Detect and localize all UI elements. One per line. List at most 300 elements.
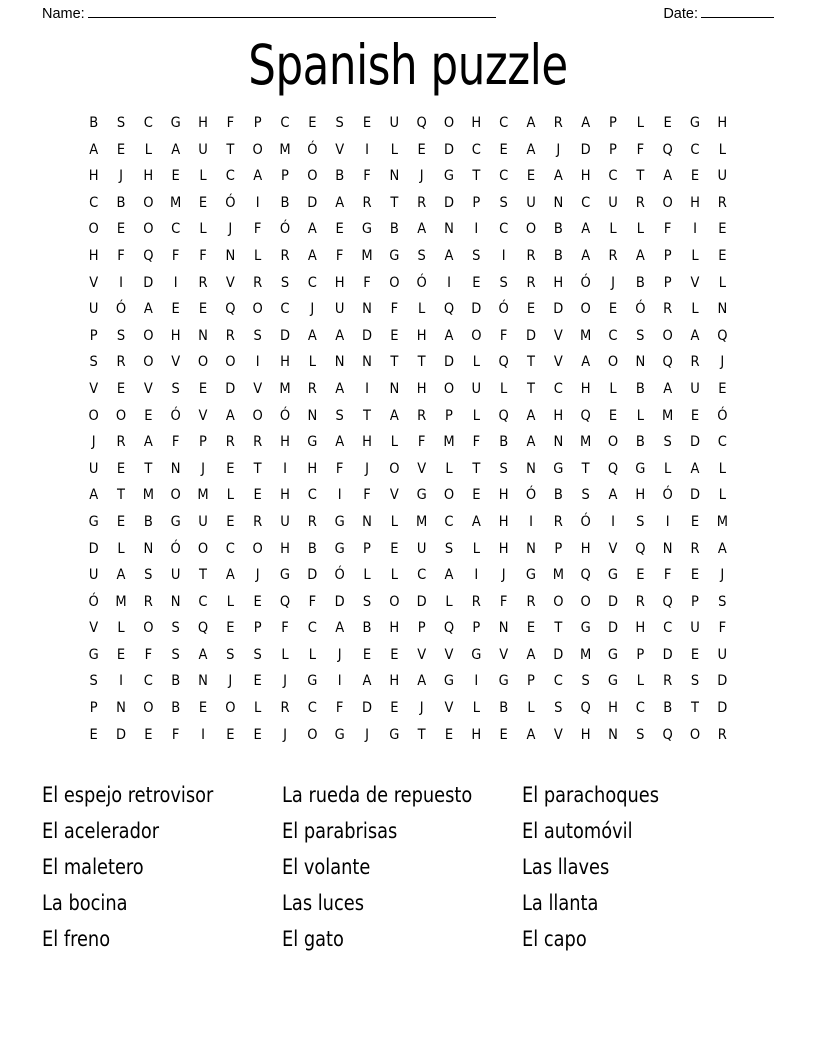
grid-cell: L (472, 540, 480, 557)
grid-cell: O (197, 540, 209, 557)
grid-cell: B (635, 434, 645, 451)
grid-cell: Ó (307, 141, 318, 158)
grid-cell: L (472, 354, 480, 371)
grid-cell: V (553, 726, 563, 743)
grid-cell: A (389, 407, 399, 424)
grid-cell: T (417, 726, 426, 743)
grid-cell: O (88, 407, 99, 424)
grid-cell: O (607, 354, 619, 371)
grid-cell: J (720, 354, 725, 371)
grid-cell: B (553, 221, 563, 238)
grid-cell: D (525, 327, 537, 344)
grid-cell: P (199, 434, 207, 451)
grid-cell: E (226, 726, 235, 743)
grid-cell: E (526, 168, 536, 185)
grid-cell: J (611, 274, 615, 291)
grid-cell: U (88, 460, 99, 477)
grid-cell: O (443, 380, 455, 397)
grid-cell: H (580, 380, 591, 397)
grid-cell: J (283, 673, 287, 690)
grid-cell: R (471, 593, 481, 610)
grid-cell: N (116, 700, 126, 717)
grid-cell: F (499, 327, 508, 344)
grid-cell: H (635, 487, 646, 504)
grid-cell: O (143, 700, 154, 717)
grid-cell: R (717, 194, 727, 211)
grid-cell: L (609, 221, 617, 238)
grid-cell: L (390, 434, 398, 451)
grid-cell: C (608, 327, 618, 344)
grid-cell: J (201, 460, 205, 477)
grid-cell: A (198, 646, 208, 663)
grid-cell: V (198, 407, 208, 424)
grid-cell: D (580, 141, 591, 158)
grid-cell: H (471, 115, 482, 131)
word-search-grid (80, 110, 736, 748)
grid-cell: S (581, 673, 590, 690)
grid-cell: Ó (88, 593, 99, 610)
grid-cell: P (417, 620, 426, 637)
grid-cell: O (252, 540, 263, 557)
grid-cell: R (280, 247, 290, 264)
grid-cell: O (689, 726, 701, 743)
grid-cell: A (417, 673, 427, 690)
grid-cell: O (115, 407, 127, 424)
grid-cell: R (307, 513, 317, 530)
grid-cell: R (225, 434, 235, 451)
grid-cell: P (253, 620, 262, 637)
grid-cell: P (554, 540, 563, 557)
grid-cell: F (144, 646, 153, 663)
grid-cell: D (443, 141, 455, 158)
grid-cell: R (116, 434, 126, 451)
date-input-rule[interactable] (701, 4, 774, 18)
grid-cell: P (363, 540, 371, 557)
grid-cell: Ó (170, 540, 181, 557)
grid-cell: V (89, 620, 99, 637)
grid-cell: S (116, 115, 126, 131)
grid-cell: J (501, 567, 506, 584)
grid-cell: A (581, 115, 591, 131)
grid-cell: F (199, 247, 207, 264)
grid-cell: A (335, 380, 345, 397)
grid-cell: A (526, 407, 536, 424)
grid-cell: B (307, 540, 317, 557)
grid-cell: N (389, 380, 400, 397)
grid-cell: A (335, 194, 345, 211)
grid-cell: T (417, 354, 426, 371)
grid-cell: G (88, 513, 99, 530)
grid-cell: C (143, 673, 153, 690)
grid-cell: V (143, 380, 153, 397)
grid-cell: R (225, 327, 235, 344)
grid-cell: R (526, 247, 536, 264)
grid-cell: S (171, 380, 180, 397)
grid-cell: I (283, 460, 287, 477)
grid-cell: Q (580, 700, 591, 717)
grid-cell: T (390, 354, 399, 371)
grid-cell: E (472, 487, 481, 504)
grid-cell: C (307, 700, 317, 717)
grid-cell: R (608, 247, 618, 264)
grid-cell: A (663, 380, 673, 397)
grid-cell: P (89, 327, 98, 344)
grid-cell: I (255, 194, 260, 211)
grid-cell: T (363, 407, 371, 424)
grid-cell: B (553, 487, 563, 504)
grid-cell: J (556, 141, 561, 158)
word-list-item: El espejo retrovisor (42, 783, 214, 808)
grid-cell: V (389, 487, 399, 504)
grid-cell: D (553, 646, 564, 663)
grid-cell: L (445, 593, 453, 610)
grid-cell: F (253, 221, 262, 238)
grid-cell: T (472, 168, 481, 185)
grid-cell: S (690, 673, 700, 690)
grid-cell: F (363, 487, 371, 504)
grid-cell: Q (580, 407, 591, 424)
grid-cell: P (472, 194, 481, 211)
grid-cell: B (389, 221, 399, 238)
grid-cell: B (143, 513, 153, 530)
grid-cell: H (635, 620, 646, 637)
grid-cell: N (170, 460, 181, 477)
grid-cell: T (144, 460, 153, 477)
grid-cell: B (335, 168, 345, 185)
grid-cell: A (690, 460, 700, 477)
word-list-item: La llanta (522, 891, 599, 916)
grid-cell: D (279, 327, 291, 344)
grid-cell: E (690, 407, 700, 424)
grid-cell: B (635, 380, 645, 397)
word-list-item: El capo (522, 927, 587, 952)
grid-cell: U (198, 141, 208, 158)
grid-cell: Q (498, 407, 509, 424)
grid-cell: P (253, 115, 262, 131)
grid-cell: Q (717, 327, 728, 344)
grid-cell: E (718, 247, 727, 264)
grid-cell: I (337, 673, 342, 690)
grid-cell: J (337, 646, 342, 663)
grid-cell: T (390, 194, 399, 211)
grid-cell: S (499, 194, 508, 211)
grid-cell: Q (635, 540, 646, 557)
grid-cell: E (718, 380, 727, 397)
grid-cell: S (116, 327, 126, 344)
grid-cell: O (252, 407, 263, 424)
grid-cell: L (636, 407, 644, 424)
grid-cell: Ó (635, 301, 646, 318)
grid-cell: A (471, 513, 481, 530)
grid-cell: S (499, 274, 508, 291)
grid-cell: O (662, 194, 673, 211)
grid-cell: S (226, 646, 235, 663)
grid-cell: R (635, 593, 645, 610)
grid-cell: P (527, 673, 535, 690)
grid-cell: A (635, 247, 645, 264)
grid-cell: G (498, 673, 509, 690)
grid-cell: D (471, 301, 482, 318)
date-field[interactable] (663, 4, 774, 23)
grid-cell: N (198, 327, 208, 344)
grid-cell: R (198, 274, 208, 291)
grid-cell: G (307, 673, 318, 690)
grid-cell: E (390, 646, 399, 663)
grid-cell: E (116, 513, 126, 530)
grid-cell: O (252, 301, 263, 318)
grid-cell: A (116, 567, 126, 584)
grid-cell: V (417, 460, 427, 477)
grid-cell: G (334, 513, 345, 530)
grid-cell: Ó (115, 301, 127, 318)
grid-cell: Ó (170, 407, 181, 424)
grid-cell: J (255, 567, 260, 584)
grid-cell: C (280, 301, 290, 318)
grid-cell: J (365, 460, 369, 477)
grid-cell: C (280, 115, 290, 131)
grid-cell: F (226, 115, 235, 131)
grid-cell: Q (580, 567, 591, 584)
grid-cell: E (390, 327, 399, 344)
grid-cell: R (116, 354, 126, 371)
grid-cell: E (171, 168, 180, 185)
grid-cell: I (474, 221, 479, 238)
word-list-item: El volante (282, 855, 371, 880)
grid-cell: P (609, 115, 617, 131)
grid-cell: L (636, 673, 644, 690)
grid-cell: V (225, 274, 235, 291)
grid-cell: E (362, 646, 372, 663)
grid-cell: F (335, 247, 344, 264)
grid-cell: C (444, 513, 454, 530)
grid-cell: E (417, 141, 426, 158)
grid-cell: S (636, 726, 645, 743)
grid-cell: C (225, 168, 235, 185)
grid-cell: R (253, 513, 263, 530)
grid-cell: G (443, 673, 455, 690)
grid-cell: O (143, 221, 154, 238)
grid-cell: O (443, 487, 455, 504)
grid-cell: B (116, 194, 126, 211)
grid-cell: F (335, 700, 344, 717)
grid-cell: F (281, 620, 289, 637)
grid-cell: C (89, 194, 99, 211)
grid-cell: A (581, 221, 591, 238)
grid-cell: I (119, 673, 123, 690)
grid-cell: E (253, 487, 262, 504)
grid-cell: I (501, 247, 506, 264)
grid-cell: S (636, 327, 645, 344)
grid-cell: C (307, 274, 317, 291)
grid-cell: R (253, 434, 263, 451)
grid-cell: H (553, 407, 564, 424)
grid-cell: M (662, 407, 674, 424)
grid-cell: D (416, 593, 427, 610)
grid-cell: C (499, 168, 509, 185)
word-list-item: El acelerador (42, 819, 160, 844)
grid-cell: S (362, 593, 372, 610)
grid-cell: J (283, 726, 287, 743)
grid-cell: G (607, 646, 619, 663)
grid-cell: N (553, 194, 564, 211)
grid-cell: M (716, 513, 728, 530)
grid-cell: V (171, 354, 181, 371)
grid-cell: M (197, 487, 209, 504)
grid-cell: N (526, 540, 536, 557)
grid-cell: P (472, 620, 481, 637)
grid-cell: B (171, 700, 181, 717)
grid-cell: F (308, 593, 317, 610)
grid-cell: E (526, 620, 536, 637)
grid-cell: I (119, 274, 123, 291)
word-list-item: El parabrisas (282, 819, 398, 844)
grid-cell: N (498, 620, 509, 637)
grid-cell: H (608, 700, 618, 717)
grid-cell: E (690, 513, 700, 530)
grid-cell: A (335, 620, 345, 637)
grid-cell: E (226, 513, 235, 530)
grid-cell: L (117, 540, 125, 557)
grid-cell: T (527, 354, 535, 371)
grid-cell: R (417, 407, 427, 424)
grid-cell: E (226, 460, 235, 477)
grid-cell: E (116, 221, 126, 238)
grid-cell: D (361, 327, 373, 344)
word-list-item: El gato (282, 927, 344, 952)
grid-cell: G (170, 115, 181, 131)
grid-cell: F (718, 620, 727, 637)
grid-cell: F (636, 141, 645, 158)
grid-cell: L (718, 274, 726, 291)
grid-cell: V (335, 141, 345, 158)
grid-cell: N (444, 221, 454, 238)
grid-cell: C (143, 115, 153, 131)
grid-cell: C (499, 115, 509, 131)
grid-cell: G (334, 540, 345, 557)
grid-cell: R (526, 274, 536, 291)
word-list-item: El freno (42, 927, 111, 952)
grid-cell: U (88, 567, 99, 584)
grid-cell: L (718, 460, 726, 477)
grid-cell: U (416, 540, 427, 557)
grid-cell: F (171, 434, 180, 451)
grid-cell: J (720, 567, 725, 584)
grid-cell: S (663, 434, 672, 451)
grid-cell: L (308, 646, 316, 663)
grid-cell: P (663, 247, 672, 264)
grid-cell: A (171, 141, 181, 158)
grid-cell: H (280, 354, 290, 371)
grid-cell: H (717, 115, 728, 131)
grid-cell: S (335, 115, 344, 131)
name-input-rule[interactable] (88, 4, 496, 18)
grid-cell: Q (662, 593, 673, 610)
grid-cell: A (444, 567, 454, 584)
grid-cell: U (389, 115, 400, 131)
grid-cell: S (171, 646, 180, 663)
grid-cell: L (691, 301, 699, 318)
grid-cell: G (416, 487, 427, 504)
grid-cell: C (471, 141, 481, 158)
grid-cell: V (417, 646, 427, 663)
grid-cell: O (307, 168, 318, 185)
grid-cell: R (143, 593, 153, 610)
grid-cell: S (581, 487, 590, 504)
grid-cell: L (664, 460, 672, 477)
grid-cell: I (447, 274, 451, 291)
grid-cell: T (226, 141, 235, 158)
grid-cell: H (280, 434, 290, 451)
grid-cell: B (362, 620, 372, 637)
grid-cell: D (689, 487, 701, 504)
grid-cell: A (225, 407, 235, 424)
grid-cell: J (365, 726, 369, 743)
grid-cell: D (662, 646, 673, 663)
grid-cell: L (472, 700, 480, 717)
grid-cell: L (527, 700, 535, 717)
grid-cell: L (636, 221, 644, 238)
grid-cell: H (170, 327, 181, 344)
grid-cell: H (471, 726, 482, 743)
grid-cell: T (527, 380, 535, 397)
grid-cell: C (171, 221, 181, 238)
grid-cell: V (253, 380, 263, 397)
grid-cell: F (363, 274, 371, 291)
grid-cell: Ó (279, 221, 291, 238)
grid-cell: A (143, 434, 153, 451)
grid-cell: U (690, 620, 700, 637)
grid-cell: D (553, 301, 564, 318)
grid-cell: C (553, 673, 563, 690)
grid-cell: L (472, 407, 480, 424)
word-list-item: El automóvil (522, 819, 633, 844)
grid-cell: O (252, 141, 263, 158)
grid-cell: G (553, 460, 564, 477)
grid-cell: C (635, 700, 645, 717)
grid-cell: B (89, 115, 99, 131)
grid-cell: E (144, 407, 153, 424)
name-field[interactable] (42, 4, 496, 23)
grid-cell: J (91, 434, 96, 451)
grid-cell: S (499, 460, 508, 477)
grid-cell: A (444, 247, 454, 264)
grid-cell: V (553, 354, 563, 371)
grid-cell: N (307, 407, 318, 424)
grid-cell: E (171, 301, 180, 318)
grid-cell: A (335, 434, 345, 451)
grid-cell: U (280, 513, 290, 530)
grid-cell: B (499, 434, 509, 451)
grid-cell: O (389, 460, 400, 477)
grid-cell: D (334, 593, 345, 610)
grid-cell: N (608, 726, 618, 743)
grid-cell: Ó (416, 274, 427, 291)
grid-cell: R (253, 274, 263, 291)
grid-cell: E (116, 460, 126, 477)
grid-cell: R (307, 380, 317, 397)
grid-cell: N (198, 673, 208, 690)
grid-cell: P (89, 700, 98, 717)
grid-cell: M (279, 380, 291, 397)
grid-cell: H (580, 726, 591, 743)
grid-cell: H (334, 274, 345, 291)
grid-cell: O (225, 700, 236, 717)
grid-cell: D (689, 434, 701, 451)
grid-cell: L (390, 513, 398, 530)
grid-cell: E (253, 593, 262, 610)
grid-cell: M (580, 434, 592, 451)
grid-cell: M (142, 487, 154, 504)
